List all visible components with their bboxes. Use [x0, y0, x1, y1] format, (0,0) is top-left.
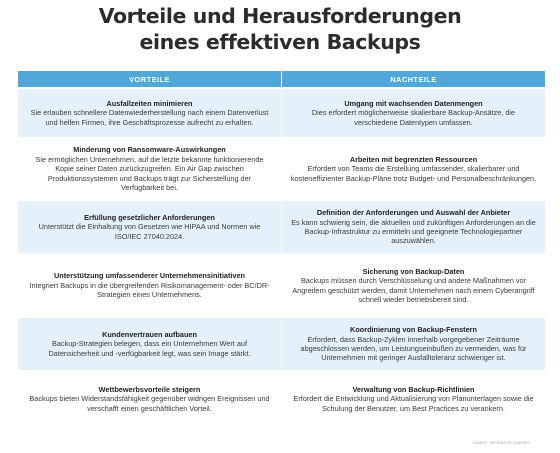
- disadvantage-body: Erfordert, dass Backup-Zyklen innerhalb vorgegebener Zeiträume abgeschlossen werden, um Leistungseinbußen zu vermeiden, was für Unternehmen mit geringer Ausfalltoleranz schwieriger ist.: [300, 334, 527, 363]
- disadvantage-item: [282, 201, 545, 253]
- advantage-item: [18, 259, 281, 312]
- disadvantage-body: Dies erfordert möglicherweise skalierbare Backup-Ansätze, die verschiedene Datentypen umfassen.: [311, 108, 516, 127]
- advantage-item: [18, 143, 281, 195]
- page-title: [0, 3, 560, 55]
- advantage-heading: Minderung von Ransomware-Auswirkungen: [73, 145, 226, 155]
- disadvantage-heading: Koordinierung von Backup-Fenstern: [350, 325, 477, 335]
- advantage-body: Sie erlauben schnellere Datenwiederherstellung nach einem Datenverlust und helfen Firmen, ihre Geschäftsprozesse aufrecht zu erhalten.: [30, 108, 269, 127]
- disadvantage-item: [282, 376, 545, 422]
- advantage-heading: Wettbewerbsvorteile steigern: [98, 384, 201, 394]
- disadvantage-item: [282, 318, 545, 370]
- advantage-body: Backup-Strategien belegen, dass ein Unternehmen Wert auf Datensicherheit und -verfügbarkeit legt, was sein Image stärkt.: [48, 339, 251, 358]
- advantage-item: [18, 201, 281, 253]
- advantage-heading: Erfüllung gesetzlicher Anforderungen: [84, 212, 215, 222]
- advantage-item: [18, 318, 281, 370]
- disadvantage-body: Erfordert von Teams die Erstellung umfassender, skalierbarer und kosteneffizienter Backup-Pläne trotz Budget- und Personalbeschränkungen.: [290, 164, 537, 183]
- advantage-body: Unterstützt die Einhaltung von Gesetzen wie HIPAA und Normen wie ISO/IEC 27040:2024.: [38, 222, 261, 241]
- advantage-body: Backups bieten Widerstandsfähigkeit gegenüber widrigen Ereignissen und verschafft einen geschäftlichen Vorteil.: [29, 394, 270, 413]
- advantage-heading: Unterstützung umfassenderer Unternehmensinitiativen: [54, 271, 245, 281]
- title-line-1: Vorteile und Herausforderungen: [98, 4, 462, 28]
- title-line-2: eines effektiven Backups: [139, 30, 421, 54]
- advantage-item: [18, 376, 281, 422]
- disadvantage-heading: Arbeiten mit begrenzten Ressourcen: [349, 154, 478, 164]
- advantages-header: VORTEILE: [18, 71, 281, 87]
- disadvantage-body: Es kann schwierig sein, die aktuellen und zukünftigen Anforderungen an die Backup-Infrastruktur zu ermitteln und geeignete Technologiepartner auszuwählen.: [291, 217, 536, 246]
- advantage-body: Integriert Backups in die übergreifenden Risikomanagement- oder BC/DR-Strategien eines Unternehmens.: [29, 280, 270, 300]
- source-credit: SOURCE: INFORMA TECHTARGET: [472, 441, 530, 445]
- disadvantage-heading: Definition der Anforderungen und Auswahl der Anbieter: [316, 208, 511, 218]
- disadvantage-item: [282, 259, 545, 312]
- advantage-heading: Ausfallzeiten minimieren: [106, 98, 193, 108]
- disadvantage-heading: Verwaltung von Backup-Richtlinien: [352, 384, 475, 394]
- advantages-column: [18, 71, 281, 413]
- disadvantages-column: [282, 71, 545, 413]
- disadvantage-body: Erfordert die Entwicklung und Aktualisierung von Planunterlagen sowie die Schulung der Benutzer, um Best Practices zu verankern.: [293, 394, 534, 413]
- disadvantages-header: NACHTEILE: [282, 71, 545, 87]
- advantage-item: [18, 89, 281, 137]
- disadvantage-heading: Sicherung von Backup-Daten: [362, 266, 465, 276]
- disadvantage-item: [282, 143, 545, 195]
- disadvantage-body: Backups müssen durch Verschlüsselung und andere Maßnahmen vor Angreifern geschützt werden, damit Unternehmen nach einem Cyberangriff schnell wieder betriebsbereit sind.: [292, 276, 535, 304]
- advantage-heading: Kundenvertrauen aufbauen: [102, 329, 197, 339]
- disadvantage-heading: Umgang mit wachsenden Datenmengen: [344, 98, 483, 108]
- advantage-body: Sie ermöglichen Unternehmen, auf die letzte bekannte funktionierende Kopie seiner Daten zurückzugreifen. Ein Air Gap zwischen Produktionssystemen und Backups trägt zur Sicherstellung der Verfügbarkeit bei.: [35, 154, 264, 193]
- disadvantage-item: [282, 89, 545, 137]
